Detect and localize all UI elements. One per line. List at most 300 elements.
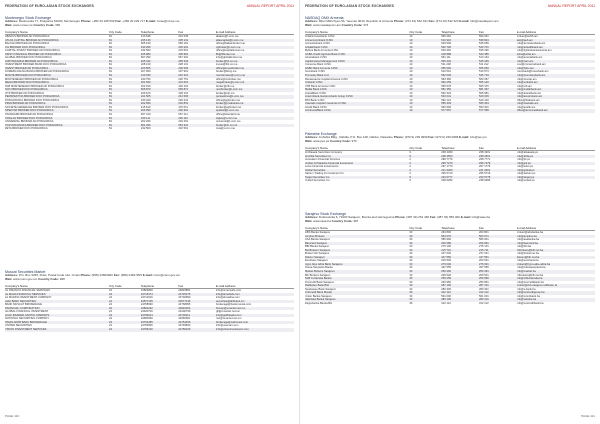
city-code: 33 [409,298,441,302]
email-address[interactable]: info@united.ps [516,179,535,183]
telephone: 563 366 [441,77,452,81]
email-address[interactable]: aeb@aeb.am [517,39,595,43]
fax: 206 391 [178,109,216,113]
fax: 545 065 [478,42,489,46]
email-address[interactable]: office@pgbroker.me [215,98,240,102]
city-code: 10 [409,53,441,57]
company-name: NLB MONTENEGRO BROKER AD PODGORICA [5,84,65,88]
city-code: 10 [409,56,413,60]
country-label: Country Code: [341,23,363,27]
company-name: FINANCIAL CORPORATION [5,307,109,311]
table-row [5,328,294,332]
address-value: Moskovska 77, Podgorica 81000, Montenegro [18,20,81,24]
email-value[interactable]: info@pex.ps [469,136,487,140]
fax-label: Fax: [428,20,435,24]
email-address[interactable]: broker@ashib.am [516,35,538,38]
city-code: 9 [409,155,441,159]
email-address[interactable]: broker@prvabanka.me [216,102,294,106]
email-address[interactable]: abakus@t-com.me [215,35,239,38]
city-code: 2 [409,165,411,169]
exchange-section-sarajevo [305,212,595,305]
company-name: Armswissbank CJSC [305,42,331,46]
email-address[interactable]: info@unicreditgroup.ba [517,291,595,295]
header-subtitle: ANNUAL REPORT APRIL 2011 [246,4,294,8]
email-label: E-mail: [459,136,470,140]
city-code: 81 [109,95,141,99]
telephone: 565 303 [441,102,479,106]
column-header: Company's Name [5,30,109,35]
email-address[interactable]: info@sahem.ps [516,172,536,176]
column-header: E-mail Address [517,146,595,151]
city-code: 24 [109,328,141,332]
email-address[interactable]: broker@kbcg.me [215,70,237,74]
email-address[interactable]: info@unicreditbank.ba [516,301,544,305]
email-address[interactable]: info@s-bank.ba [516,287,536,291]
city-code: 10 [409,88,441,92]
city-code: 81 [109,102,141,106]
email-address[interactable]: info@asabanka.ba [516,238,540,242]
address-value: P.O. Box 3265, Ruwi, Postal Code 112, Oman [18,274,80,278]
city-code: 2 [409,158,411,162]
email-address[interactable]: info@target.ps [517,176,595,180]
company-name: FIRST FINANCIAL BROKER AD PODGORICA [5,53,109,57]
city-code: 33 [409,287,413,291]
column-header: E-mail Address [216,284,294,289]
country-value: 382 [55,23,61,27]
web-value[interactable]: www.msm.gov.om [13,277,38,281]
address-value: Al Zahra Bldg., Rafidia, P.O. Box 128, Nablus, Palestine [318,136,393,140]
company-name: Armeconombank OJSC [305,39,409,43]
company-name: Bamcard Sarajevo [305,242,409,246]
email-address[interactable]: info@omaniyafs.com [215,289,242,292]
web-label: Web: [5,277,13,281]
exchange-title: Sarajevo Stock Exchange [305,212,347,216]
email-address[interactable]: broker@otp.me [215,91,235,95]
telephone: 529 593 [441,42,452,46]
telephone: 405 342 [141,60,179,64]
email-address[interactable]: info@eurohaus.ba [516,259,539,263]
address-label: Address: [305,20,319,24]
telephone: 667 290 [140,56,151,60]
phone-label: Phone: [395,216,406,220]
city-code: 81 [109,113,113,117]
email-address[interactable]: info@anelik.am [516,105,536,109]
email-address[interactable]: info@ahlia.ps [517,155,595,159]
fax: 565 304 [479,102,517,106]
email-address[interactable]: info@almahafs.com [216,293,294,297]
telephone: 200 080 [441,242,479,246]
fax: 402 191 [178,84,189,88]
web-value[interactable]: www.nasdaqomx.am [313,23,341,27]
company-name: OMAN ARAB BANK BROKERAGE [5,321,109,325]
column-header: E-mail Address [517,226,595,231]
city-code: 10 [409,77,413,81]
fax: 24768995 [178,303,191,307]
address-label: Address: [305,136,319,140]
fax: 237 041 [478,252,489,256]
company-name: UNITED SECURITIES [5,324,32,328]
company-name: NOVI BROKER DOO PODGORICA [5,88,109,92]
email-address[interactable]: info@lotus.ps [516,165,533,169]
email-address[interactable]: info@areximbank.am [517,95,595,99]
city-code: 33 [409,245,413,249]
email-address[interactable]: brokerage@oabinvest.com [216,321,294,325]
fax: 24793833 [178,324,191,328]
telephone: 592 121 [441,98,452,102]
web-value[interactable]: www.pex.ps [313,139,330,143]
country-value: 387 [353,219,359,223]
email-address[interactable]: office@arminvestbank.am [517,109,595,113]
company-name: SOCIETE GENERALE BROKER DOO PODGORICA [5,105,69,109]
fax: 24822224 [178,307,216,311]
city-code: 10 [409,42,413,46]
members-table [305,30,595,113]
city-code: 81 [109,70,113,74]
email-address[interactable]: info@armswissbank.am [516,42,546,46]
email-address[interactable]: info@market.ba [517,270,595,274]
fax-label: Fax: [428,136,435,140]
email-address[interactable]: info@artsakhbank.am [517,46,595,50]
email-address[interactable]: broker@vb.co.me [216,124,294,128]
fax: 235 131 [178,39,216,43]
company-name: Amplius Brokers [305,235,409,239]
company-name: Areximbank-Gazprombank Group CJSC [305,95,409,99]
exchange-section-armenia [305,16,595,113]
email-address[interactable]: info@bamcard.ba [517,242,595,246]
email-address[interactable]: post@conversebank.am [516,63,546,67]
company-name: Converse Bank CJSC [305,63,332,67]
email-address[interactable]: broker@nlb.me [215,84,235,88]
fax: 590 261 [478,35,489,38]
email-address[interactable]: info@bbi.ba [516,245,532,249]
telephone: 209 520 [441,273,452,277]
fax: 545 719 [479,74,517,78]
email-address[interactable]: office@standard.me [215,113,240,117]
telephone: 297 1770 [441,165,453,169]
fax: 586 901 [478,238,489,242]
telephone: 280 100 [441,298,479,302]
fax: 577 558 [479,109,517,113]
city-code: 81 [109,77,113,81]
email-address[interactable]: office@btabank.am [516,98,540,102]
column-header: Fax [479,30,517,35]
fax: 535 296 [478,49,489,53]
email-address[interactable]: cgbroker@t-com.me [216,46,294,50]
company-name: ATLAS CAPITAL BROKER AD PODGORICA [5,39,109,43]
fax: 228 131 [178,63,189,67]
company-name: Al-Ahlia Securities Co. [305,155,409,159]
fax: 543 120 [478,98,489,102]
city-code: 81 [109,63,113,67]
telephone: 250 950 [441,280,452,284]
telephone: 497 555 [441,266,452,270]
company-name: Raiffeisen Bank BiH [305,284,409,288]
email-address[interactable]: brokeri@rbb-sarajevo.raiffeisen.at [517,284,595,288]
telephone: 235 130 [141,39,179,43]
city-code: 10 [409,49,413,53]
telephone: 202 830 [141,102,179,106]
email-address[interactable]: info@amplius.ba [517,235,595,239]
email-address[interactable]: inecobank@inecobank.am [516,70,549,74]
country-label: Country Code: [33,23,55,27]
fax: 565 476 [478,84,489,88]
company-name: NATIONAL SECURITIES COMPANY [5,317,50,321]
column-header: Company's Name [305,146,409,151]
country-value: 374 [363,23,369,27]
email-address[interactable]: info@gulfbaader.com [216,314,294,318]
city-code: 81 [109,91,113,95]
web-line [305,220,595,224]
email-address[interactable]: info@mellatbank.am [517,88,595,92]
fax: 543 485 [479,53,517,57]
company-name: PRVA BROKER AD PODGORICA [5,102,109,106]
telephone: 228 130 [140,63,151,67]
telephone: 230 750 [140,77,151,81]
city-code: 81 [109,39,141,43]
email-address[interactable]: brokeri@absbanka.ba [516,231,544,234]
email-address[interactable]: info@cascade.am [517,102,595,106]
page-header [5,4,294,10]
email-address[interactable]: info@unionbank.ba [516,294,540,298]
web-value[interactable]: www.sase.ba [313,219,331,223]
fax: 24715475 [178,293,216,297]
city-code: 10 [409,84,413,88]
email-address[interactable]: info@usoman.com [215,324,239,328]
fax: 296 7279 [479,162,517,166]
email-address[interactable]: info@intesasanpaolo.ba [516,266,546,270]
email-address[interactable]: info@cam.am [517,60,595,64]
city-code: 36 [409,301,413,305]
email-address[interactable]: nsc@omantel.net.om [215,317,242,321]
company-name: ABS Banka Sarajevo [305,231,331,234]
telephone: 409 100 [140,91,151,95]
email-address[interactable]: triglav@t-com.me [216,117,294,121]
email-address[interactable]: info@procreditbank.ba [516,280,544,284]
city-code: 81 [109,120,113,124]
phone-value: (970 9) 239 0999 [404,136,428,140]
email-address[interactable]: info@rencap.am [516,77,537,81]
email-address[interactable]: zeta@t-com.me [215,127,235,131]
company-name: MONTE BROKER DOO PODGORICA [5,74,109,78]
fax: 312 113 [479,291,517,295]
email-value[interactable]: info@sase.ba [471,216,490,220]
members-table [305,226,595,306]
telephone: 312 112 [441,291,479,295]
company-name: Anelik Bank CJSC [305,105,327,109]
fax: 665 871 [178,88,216,92]
fax: 24702690 [178,296,191,300]
email-address[interactable]: megabroker@t-com.me [216,81,294,85]
email-address[interactable]: invest@ibb.co.me [215,63,238,67]
column-header: Fax [178,284,216,289]
city-code: 9 [409,176,441,180]
city-code: 81 [109,88,141,92]
email-address[interactable]: fincorp@omantel.net.om [216,307,294,311]
members-table [5,30,294,131]
email-address[interactable]: securities@ahlibank.om [216,300,294,304]
company-name: AL OMANIYA FINANCIAL SERVICES [5,289,50,292]
company-name: Prometey Bank LLC [305,74,409,78]
fax: 312 113 [478,301,489,305]
company-name: Vakufska Banka Sarajevo [305,298,409,302]
email-address[interactable]: info@global.ps [517,169,595,173]
web-value[interactable]: www.mnse.me [13,23,33,27]
email-address[interactable]: info@alwasata.ps [516,151,538,154]
telephone: 230 290 [141,46,179,50]
exchange-title: Muscat Securities Market [5,270,46,274]
city-code: 10 [409,35,413,38]
company-name: PODGORICKA BROKER DOO PODGORICA [5,98,60,102]
fax: 511 212 [478,63,489,67]
telephone: 511 200 [441,63,451,67]
telephone: 586 900 [441,238,452,242]
table-row [305,109,595,113]
fax: 296 5719 [478,172,491,176]
telephone: 24768990 [140,303,153,307]
exchange-section-palestine [305,132,595,183]
email-address[interactable]: info@vtb.am [516,84,532,88]
email-address[interactable]: novibroker@t-com.me [216,88,294,92]
telephone: 592 259 [441,81,479,85]
city-code: 81 [109,42,113,46]
email-address[interactable]: brokerage@bankmuscat.com [215,303,252,307]
email-address[interactable]: info@prometeybank.am [517,74,595,78]
email-address[interactable]: info@almadina.com [215,296,240,300]
table-body [305,35,595,114]
email-value[interactable]: msm@msm.gov.om [153,274,181,278]
email-address[interactable]: office@investbroker.me [216,67,294,71]
email-address[interactable]: office@capitalinvest.me [215,49,245,53]
email-address[interactable]: info@globalbroker.me [215,56,243,60]
fax: 555 140 [479,81,517,85]
telephone: 545 434 [441,60,479,64]
fax: 297 1779 [478,165,491,169]
email-address[interactable]: ffb@ffbroker.me [216,53,294,57]
fax: 538 904 [479,39,517,43]
telephone: 24766100 [141,328,179,332]
column-header: Telephone [141,284,179,289]
telephone: 201 660 [141,81,179,85]
telephone: 232 500 [140,127,151,131]
country-label: Country Code: [38,277,59,281]
email-address[interactable]: info@jpfi.ps [517,162,595,166]
email-address[interactable]: broker@hb.co.me [216,60,294,64]
telephone: 24754455 [141,321,179,325]
city-code: 81 [109,60,141,64]
column-header: Company's Name [305,226,409,231]
fax: 215 711 [479,249,517,253]
address-label: Address: [5,20,19,24]
fax: 24660661 [178,317,191,321]
fax: 241 506 [178,95,216,99]
telephone: 540 700 [441,46,479,50]
company-name: Al-Wasata Securities Company [305,151,343,154]
company-name: BBI Banka Sarajevo [305,245,330,249]
email-address[interactable]: acba@acba.am [517,53,595,57]
city-code: 81 [109,98,113,102]
email-address[interactable]: dekom@bih.net.ba [517,256,595,260]
telephone: 510 910 [441,39,479,43]
fax: 238 6289 [478,179,491,183]
telephone: 24577135 [141,300,179,304]
email-address[interactable]: office@mnbroker.me [215,77,241,81]
city-code: 33 [409,259,413,263]
fax: 510 573 [478,70,489,74]
fax: 545 435 [479,60,517,64]
column-header: Fax [178,30,216,35]
telephone: 510 510 [441,70,452,74]
email-address[interactable]: mfbrokers@bih.net.ba [516,273,544,277]
email-address[interactable]: info@ameriabank.am [516,56,543,60]
city-code: 33 [409,242,441,246]
fax: 202 831 [178,102,216,106]
fax: 250 461 [479,270,517,274]
city-code: 10 [409,109,441,113]
table-body [305,231,595,306]
fax: 563 071 [479,235,517,239]
email-address[interactable]: info@hsbc.am [517,67,595,71]
email-address[interactable]: info@byblosbankarmenia.am [516,49,552,53]
company-name: ASA Banka Sarajevo [305,238,330,242]
email-address[interactable]: info@unibank.am [517,81,595,85]
fax: 232 501 [178,127,189,131]
page-header [305,4,595,10]
exchange-title: Palestine Exchange [305,132,337,136]
email-address[interactable]: brokeri@hypo-alpe-adria.ba [517,263,595,267]
email-address[interactable]: univerzal@t-com.me [215,120,241,124]
company-name: HIPOTEKARNA BROKER AD PODGORICA [5,60,109,64]
email-address[interactable]: info@visioninvestment.com [216,328,294,332]
email-address[interactable]: atlascapital@t-com.me [216,39,294,43]
email-address[interactable]: broker@sgbroker.me [215,105,242,109]
email-address[interactable]: info@jfs.ps [516,158,531,162]
column-header: Company's Name [5,284,109,289]
telephone: 210 330 [141,74,179,78]
fax: 565 981 [478,91,489,95]
telephone: 592 323 [441,91,452,95]
email-value[interactable]: mnse@mnse.me [156,20,180,24]
country-label: Country Code: [331,219,353,223]
email-address[interactable]: info@vakuba.ba [517,298,595,302]
city-code: 81 [109,67,141,71]
email-address[interactable]: montebroker@t-com.me [216,74,294,78]
phone-label: Phone: [80,20,92,24]
email-value[interactable]: info@nasdaqomx.am [470,20,499,24]
email-address[interactable]: spektar@t-com.me [216,109,294,113]
company-name: Union Banka Sarajevo [305,294,332,298]
company-name: Jordan & Palestine Financial Investment [305,162,409,166]
telephone: 200 505 [141,67,179,71]
email-address[interactable]: perspektiva@t-com.me [216,95,294,99]
fax: 24754456 [178,321,216,325]
city-code: 10 [409,105,413,109]
email-address[interactable]: info@brokernet.ba [516,252,539,256]
city-code: 10 [409,39,441,43]
email-address[interactable]: info@nlbtuzlanska.ba [517,277,595,281]
phone-label: Phone: [393,20,405,24]
telephone: 667 410 [140,113,151,117]
city-code: 33 [409,270,441,274]
fax: 210 331 [178,74,216,78]
email-address[interactable]: office@balkanbroker.me [215,42,245,46]
company-name: MF Brokers Sarajevo [305,273,331,277]
email-address[interactable]: gfi@omantel.net.om [215,310,241,314]
email-address[interactable]: bhbrokers@bih.net.ba [517,249,595,253]
telephone: 296 5710 [441,172,453,176]
telephone: 402 190 [140,84,151,88]
company-name: Intesa Sanpaolo Banka [305,266,333,270]
email-address[interactable]: info@araratbank.am [516,91,542,95]
